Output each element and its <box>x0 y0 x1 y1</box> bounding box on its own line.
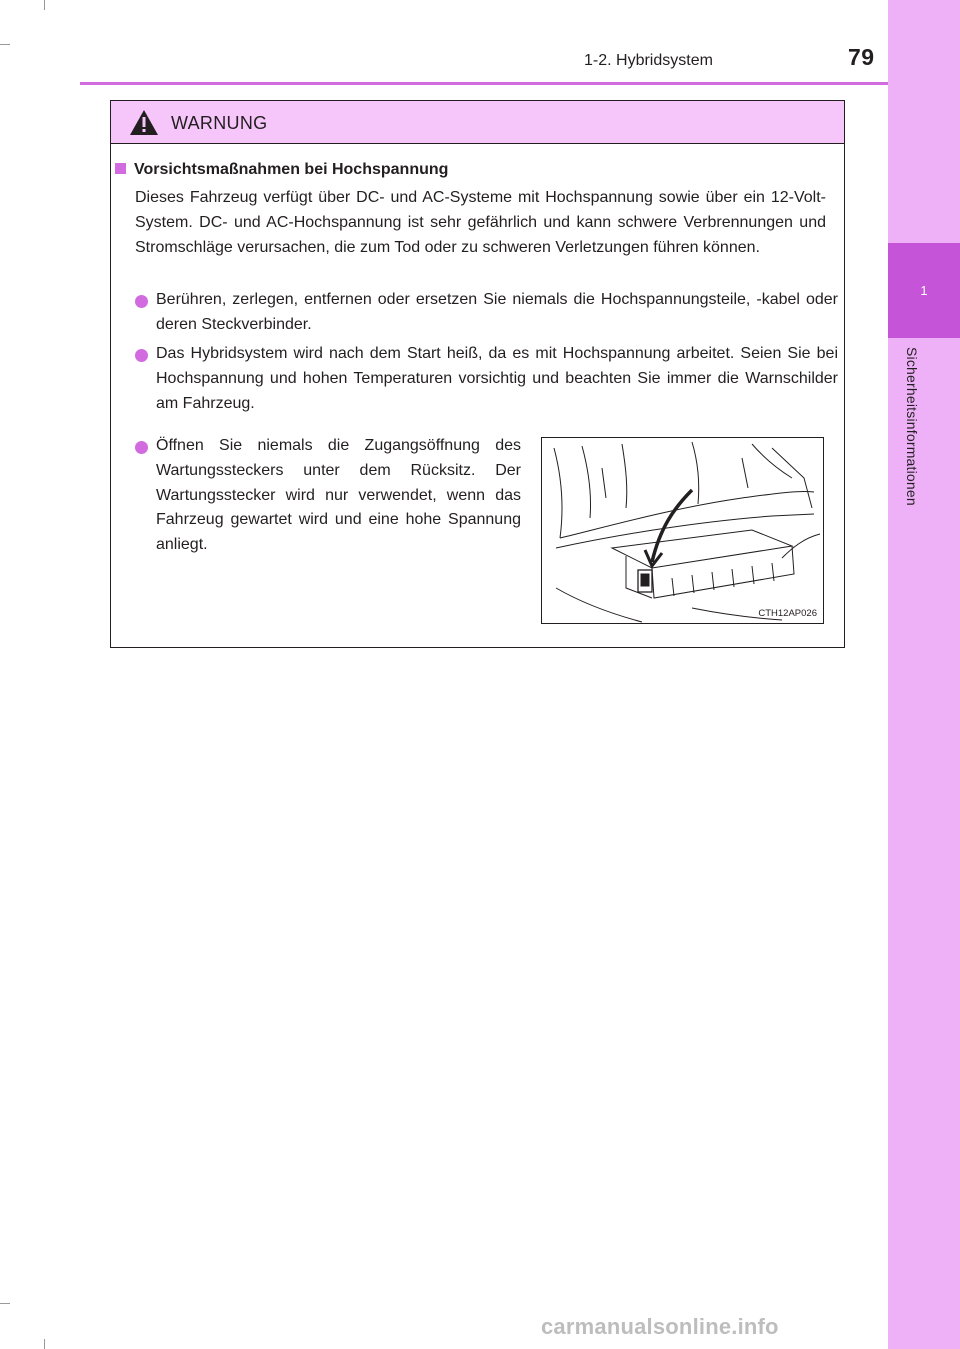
warning-intro: Dieses Fahrzeug verfügt über DC- und AC-Systeme mit Hochspannung sowie über ein 12-Volt-System. DC- und AC-Hochspannung ist sehr gefährlich und kann schwere Verbrennungen und Stromschläge verursachen, die zum Tod oder zu schweren Verletzungen führen können. <box>135 189 826 256</box>
warning-label: WARNUNG <box>171 113 268 133</box>
figure-code: CTH12AP026 <box>758 608 817 619</box>
crop-mark <box>44 0 45 10</box>
bullet-item: Das Hybridsystem wird nach dem Start heiß, da es mit Hochspannung arbeitet. Seien Sie bei Hochspannung und hohen Temperaturen vorsichtig und beachten Sie immer die Warnschilder am Fahrzeug. <box>156 345 838 412</box>
bullet-dot-icon <box>135 441 148 454</box>
warning-header <box>111 101 844 144</box>
warning-heading-text: Vorsichtsmaßnahmen bei Hochspannung <box>134 161 449 178</box>
bullet-dot-icon <box>135 295 148 308</box>
bullet-item: Öffnen Sie niemals die Zugangsöffnung des Wartungssteckers unter dem Rücksitz. Der Wartungsstecker wird nur verwendet, wenn das Fahrzeug gewartet wird und eine hohe Spannung anliegt. <box>156 437 521 554</box>
header-rule <box>80 82 888 85</box>
square-bullet-icon <box>115 163 126 174</box>
crop-mark <box>0 44 10 45</box>
page-number: 79 <box>848 44 875 70</box>
rear-seat-illustration <box>541 437 824 624</box>
rear-seat-drawing <box>542 438 824 624</box>
warning-triangle-icon <box>129 109 159 136</box>
watermark: carmanualsonline.info <box>541 1314 779 1339</box>
chapter-label: Sicherheitsinformationen <box>904 347 920 506</box>
bullet-item: Berühren, zerlegen, entfernen oder ersetzen Sie niemals die Hochspannungsteile, -kabel oder deren Steckverbinder. <box>156 291 838 333</box>
chapter-number: 1 <box>920 283 928 298</box>
warning-heading <box>115 161 448 179</box>
crop-mark <box>44 1339 45 1349</box>
crop-mark <box>0 1303 10 1304</box>
section-title: 1-2. Hybridsystem <box>584 52 713 69</box>
bullet-dot-icon <box>135 349 148 362</box>
warning-box <box>110 100 845 648</box>
side-tab <box>888 0 960 1349</box>
chapter-tab[interactable] <box>888 243 960 338</box>
